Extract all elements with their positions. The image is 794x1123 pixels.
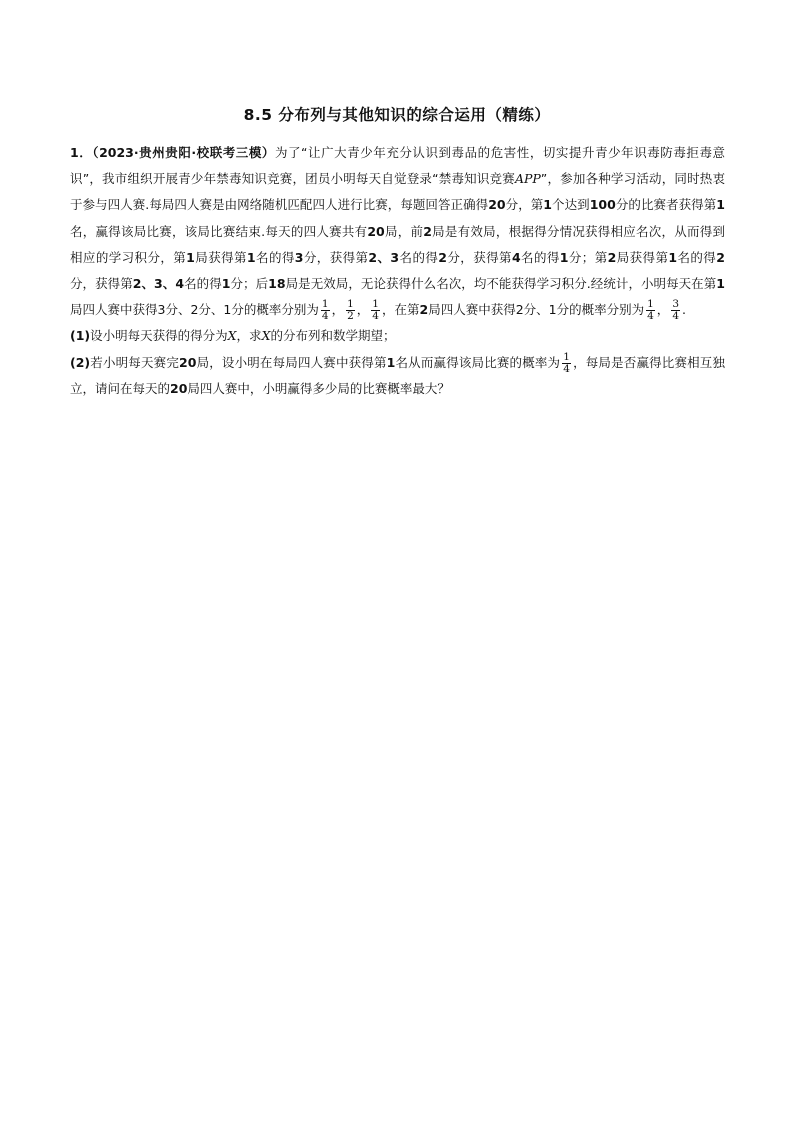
fraction: $\frac{1}{4}$ bbox=[563, 350, 570, 375]
sub-question-label: (1) bbox=[70, 328, 91, 344]
variable-x: X bbox=[261, 328, 271, 344]
question-body bbox=[70, 140, 725, 402]
fraction: $\frac{1}{2}$ bbox=[347, 298, 354, 323]
question-1-stem: 1．（2023·贵州贵阳·校联考三模）为了“让广大青少年充分认识到毒品的危害性，切实提升青少年识毒防毒拒毒意识”，我市组织开展青少年禁毒知识竞赛，团员小明每天自觉登录“禁毒知识竞赛APP”，参加各种学习活动，同时热衷于参与四人赛.每局四人赛是由网络随机匹配四人进行比赛，每题回答正确得20分，第1个达到100分的比赛者获得第1名，赢得该局比赛，该局比赛结束.每天的四人赛共有20局，前2局是有效局，根据得分情况获得相应名次，从而得到相应的学习积分，第1局获得第1名的得3分，获得第2、3名的得2分，获得第4名的得1分；第2局获得第1名的得2分，获得第2、3、4名的得1分；后18局是无效局，无论获得什么名次，均不能获得学习积分.经统计，小明每天在第1局四人赛中获得3分、2分、1分的概率分别为 $\frac{1}{4}$ ， $\frac{1}{2}$ ， $\frac{1}{4}$ ，在第2局四人赛中获得2分、1分的概率分别为 $\frac{1}{4}$ ， $\frac{3}{4}$ . bbox=[70, 145, 725, 323]
fraction: $\frac{1}{4}$ bbox=[647, 298, 654, 323]
sub-question-1: (1)设小明每天获得的得分为X，求X的分布列和数学期望； bbox=[70, 328, 396, 344]
variable-x: X bbox=[227, 328, 237, 344]
fraction: $\frac{1}{4}$ bbox=[372, 298, 379, 323]
sub-question-label: (2) bbox=[70, 354, 91, 370]
question-number: 1． bbox=[70, 145, 93, 160]
page-title: 8.5 分布列与其他知识的综合运用（精练） bbox=[243, 106, 551, 124]
fraction: $\frac{1}{4}$ bbox=[321, 298, 329, 323]
question-source: （2023·贵州贵阳·校联考三模） bbox=[92, 145, 275, 160]
app-term: APP bbox=[514, 171, 541, 187]
sub-question-2: (2)若小明每天赛完20局，设小明在每局四人赛中获得第1名从而赢得该局比赛的概率为 $\frac{1}{4}$ ，每局是否赢得比赛相互独立，请问在每天的20局四人赛中，小明赢得多少局的比赛概率最大？ bbox=[70, 350, 725, 396]
fraction: $\frac{3}{4}$ bbox=[672, 298, 679, 323]
